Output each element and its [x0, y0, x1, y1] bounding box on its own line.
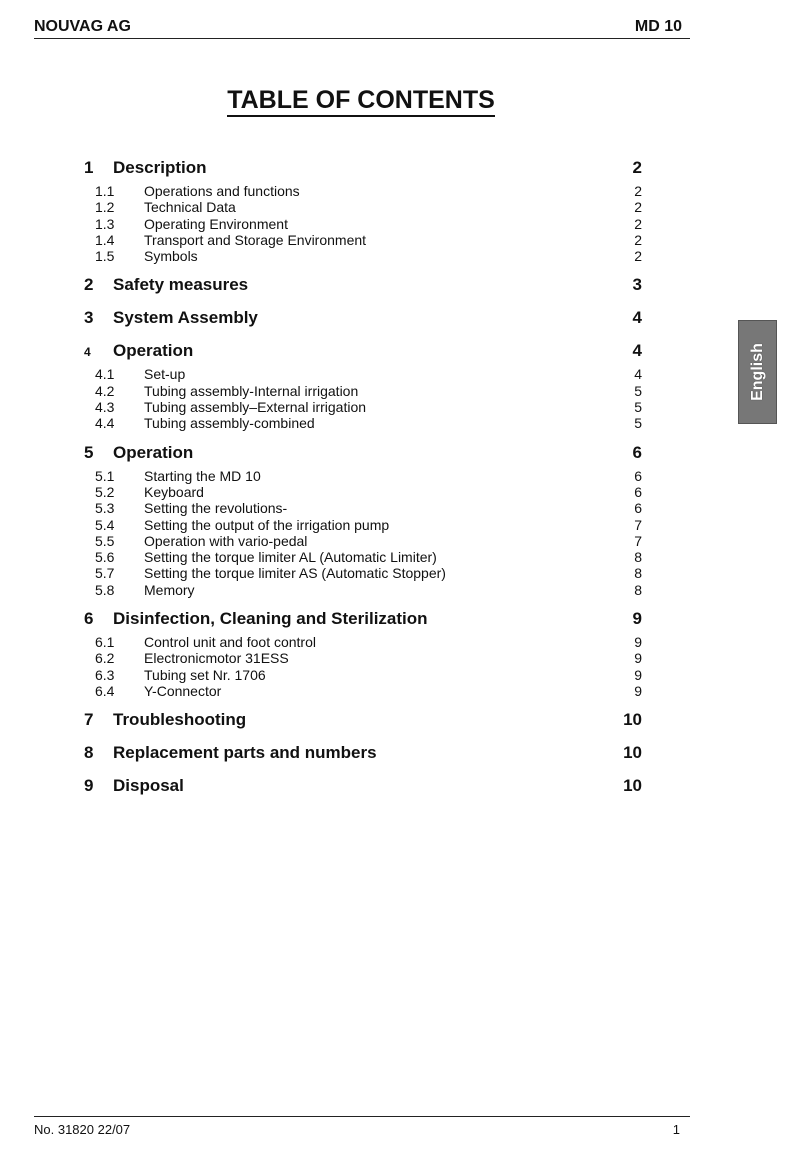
- toc-subsection-4.2: [84, 383, 642, 399]
- section-number: 6: [84, 609, 94, 629]
- subsection-page: 2: [634, 183, 642, 199]
- subsection-number: 1.4: [95, 231, 115, 248]
- toc-section-8: [84, 743, 642, 765]
- toc-subsection-5.3: [84, 500, 642, 516]
- toc-subsection-4.3: [84, 399, 642, 415]
- subsection-page: 9: [634, 666, 642, 683]
- company-name: NOUVAG AG: [34, 18, 131, 35]
- subsection-title: Technical Data: [144, 199, 236, 216]
- subsection-title: Setting the torque limiter AS (Automatic Stopper): [144, 565, 446, 582]
- toc-section-7: [84, 710, 642, 732]
- section-number: 1: [84, 158, 94, 177]
- subsection-page: 8: [634, 549, 642, 566]
- subsection-page: 2: [634, 248, 642, 265]
- subsection-number: 6.3: [95, 666, 115, 683]
- subsection-title: Memory: [144, 581, 195, 598]
- section-title: Disinfection, Cleaning and Sterilization: [113, 609, 428, 629]
- section-title: Safety measures: [113, 275, 249, 295]
- toc-subsection-list: [84, 366, 642, 431]
- page-footer: [34, 1116, 690, 1139]
- subsection-number: 1.2: [95, 199, 115, 216]
- section-number: 2: [84, 275, 94, 295]
- toc-subsection-1.1: [84, 183, 642, 199]
- section-title: Disposal: [113, 776, 184, 796]
- subsection-page: 8: [634, 565, 642, 582]
- toc-section-6: [84, 609, 642, 631]
- subsection-page: 9: [634, 650, 642, 667]
- subsection-number: 4.4: [95, 415, 115, 432]
- subsection-number: 1.1: [95, 183, 115, 199]
- subsection-title: Operations and functions: [144, 183, 300, 199]
- subsection-page: 7: [634, 516, 642, 533]
- table-of-contents: [84, 158, 642, 798]
- subsection-page: 5: [634, 399, 642, 416]
- subsection-title: Keyboard: [144, 483, 204, 500]
- subsection-title: Operation with vario-pedal: [144, 532, 308, 549]
- language-tab-label: English: [748, 343, 766, 401]
- toc-subsection-6.3: [84, 667, 642, 683]
- section-page: 4: [632, 308, 642, 328]
- subsection-page: 6: [634, 467, 642, 484]
- subsection-page: 9: [634, 634, 642, 651]
- subsection-number: 5.8: [95, 581, 115, 598]
- section-page: 10: [623, 776, 642, 796]
- subsection-number: 5.3: [95, 500, 115, 517]
- toc-subsection-5.6: [84, 549, 642, 565]
- toc-subsection-1.2: [84, 199, 642, 215]
- subsection-page: 9: [634, 682, 642, 699]
- subsection-page: 8: [634, 581, 642, 598]
- subsection-page: 5: [634, 382, 642, 399]
- subsection-title: Y-Connector: [144, 682, 222, 699]
- section-page: 6: [632, 442, 642, 462]
- section-page: 4: [632, 341, 642, 361]
- subsection-page: 6: [634, 500, 642, 517]
- section-page: 2: [632, 158, 642, 177]
- page-title-text: TABLE OF CONTENTS: [227, 86, 495, 117]
- toc-subsection-5.8: [84, 582, 642, 598]
- section-title: Operation: [113, 341, 194, 361]
- toc-section-4: [84, 341, 642, 363]
- subsection-title: Setting the output of the irrigation pump: [144, 516, 390, 533]
- subsection-number: 5.6: [95, 549, 115, 566]
- page-title: [0, 86, 722, 115]
- subsection-title: Operating Environment: [144, 215, 288, 232]
- document-number: No. 31820 22/07: [34, 1122, 131, 1137]
- subsection-page: 5: [634, 415, 642, 432]
- toc-subsection-4.1: [84, 366, 642, 382]
- toc-subsection-5.4: [84, 517, 642, 533]
- section-number: 7: [84, 710, 94, 730]
- toc-subsection-list: [84, 468, 642, 598]
- subsection-number: 1.3: [95, 215, 115, 232]
- toc-subsection-6.1: [84, 634, 642, 650]
- model-name: MD 10: [634, 18, 682, 35]
- subsection-number: 1.5: [95, 248, 115, 265]
- language-tab: [738, 320, 777, 424]
- subsection-title: Electronicmotor 31ESS: [144, 650, 289, 667]
- subsection-page: 2: [634, 231, 642, 248]
- section-page: 3: [632, 275, 642, 295]
- section-number: 5: [84, 442, 94, 462]
- section-number: 8: [84, 743, 94, 763]
- subsection-page: 2: [634, 199, 642, 216]
- subsection-number: 5.1: [95, 467, 115, 484]
- subsection-number: 6.2: [95, 650, 115, 667]
- subsection-title: Tubing assembly-Internal irrigation: [144, 382, 359, 399]
- subsection-page: 2: [634, 215, 642, 232]
- section-title: Troubleshooting: [113, 710, 247, 730]
- section-page: 10: [623, 710, 642, 730]
- section-title: Replacement parts and numbers: [113, 743, 377, 763]
- toc-subsection-5.2: [84, 484, 642, 500]
- page-header: [34, 14, 690, 39]
- section-page: 9: [632, 609, 642, 629]
- toc-section-5: [84, 443, 642, 465]
- subsection-number: 4.2: [95, 382, 115, 399]
- subsection-title: Setting the torque limiter AL (Automatic Limiter): [144, 549, 437, 566]
- toc-subsection-1.5: [84, 248, 642, 264]
- toc-subsection-list: [84, 634, 642, 699]
- subsection-title: Transport and Storage Environment: [144, 231, 367, 248]
- toc-subsection-1.3: [84, 216, 642, 232]
- toc-subsection-list: [84, 183, 642, 264]
- subsection-title: Set-up: [144, 366, 186, 383]
- subsection-title: Symbols: [144, 248, 198, 265]
- subsection-number: 6.4: [95, 682, 115, 699]
- subsection-title: Starting the MD 10: [144, 467, 261, 484]
- subsection-number: 6.1: [95, 634, 115, 651]
- subsection-number: 5.7: [95, 565, 115, 582]
- subsection-number: 4.3: [95, 399, 115, 416]
- subsection-number: 4.1: [95, 366, 115, 383]
- toc-subsection-6.2: [84, 650, 642, 666]
- section-number: 4: [84, 345, 91, 360]
- toc-subsection-6.4: [84, 683, 642, 699]
- section-title: Operation: [113, 442, 194, 462]
- toc-subsection-5.1: [84, 468, 642, 484]
- section-number: 3: [84, 308, 94, 328]
- toc-section-2: [84, 275, 642, 297]
- subsection-title: Control unit and foot control: [144, 634, 316, 651]
- subsection-page: 7: [634, 532, 642, 549]
- subsection-title: Tubing assembly–External irrigation: [144, 399, 367, 416]
- toc-subsection-1.4: [84, 232, 642, 248]
- subsection-number: 5.4: [95, 516, 115, 533]
- subsection-title: Tubing assembly-combined: [144, 415, 315, 432]
- subsection-title: Setting the revolutions-: [144, 500, 288, 517]
- subsection-number: 5.2: [95, 483, 115, 500]
- section-title: Description: [113, 158, 207, 177]
- subsection-number: 5.5: [95, 532, 115, 549]
- toc-subsection-4.4: [84, 415, 642, 431]
- section-page: 10: [623, 743, 642, 763]
- toc-section-1: [84, 158, 642, 180]
- subsection-page: 4: [634, 366, 642, 383]
- page-number: 1: [672, 1122, 680, 1137]
- section-number: 9: [84, 776, 94, 796]
- toc-subsection-5.5: [84, 533, 642, 549]
- toc-subsection-5.7: [84, 565, 642, 581]
- toc-section-9: [84, 776, 642, 798]
- subsection-title: Tubing set Nr. 1706: [144, 666, 266, 683]
- toc-section-3: [84, 308, 642, 330]
- subsection-page: 6: [634, 483, 642, 500]
- section-title: System Assembly: [113, 308, 258, 328]
